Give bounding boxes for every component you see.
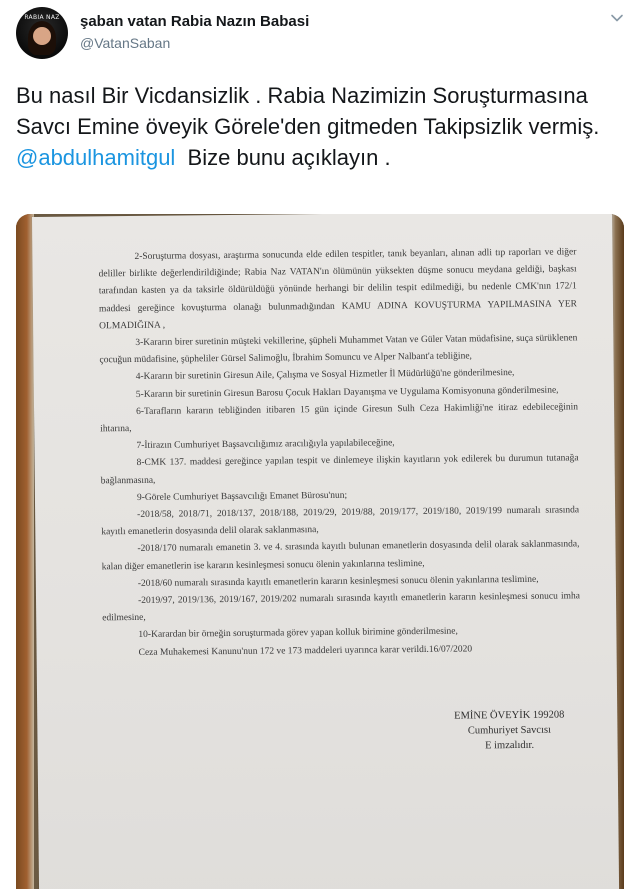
- doc-paragraph-closing: Ceza Muhakemesi Kanunu'nun 172 ve 173 maddeleri uyarınca karar verildi.16/07/2020: [138, 644, 473, 658]
- signature-note: E imzalıdır.: [485, 739, 535, 752]
- attached-document-image[interactable]: [16, 214, 624, 889]
- avatar-face: [33, 27, 51, 45]
- avatar-text: RABIA NAZ: [24, 14, 60, 21]
- doc-paragraph-4: 4-Kararın bir suretinin Giresun Aile, Çalışma ve Sosyal Hizmetler İl Müdürlüğü'ne gönderilmesine,: [135, 368, 515, 383]
- signature-name: EMİNE ÖVEYİK 199208: [454, 709, 565, 722]
- mention-link[interactable]: @abdulhamitgul: [16, 145, 176, 170]
- tweet-text: [16, 80, 616, 173]
- doc-paragraph-9d: -2019/97, 2019/136, 2019/167, 2019/202 numaralı sırasında kayıtlı emanetlerin kararın kesinleşmesi sonucu imha edilmesine,: [102, 591, 581, 624]
- user-handle[interactable]: @VatanSaban: [80, 35, 171, 51]
- display-name[interactable]: şaban vatan Rabia Nazın Babasi: [80, 13, 310, 30]
- tweet-header: [16, 7, 624, 61]
- tweet-text-part-1: Bu nasıl Bir Vicdansizlik . Rabia Nazimizin Soruşturmasına Savcı Emine öveyik Görele'den gitmeden Takipsizlik vermiş.: [16, 83, 600, 139]
- avatar[interactable]: [16, 7, 68, 59]
- doc-paragraph-3: 3-Kararın birer suretinin müşteki vekillerine, şüpheli Muhammet Vatan ve Güler Vatan müdafisine, suça sürüklenen çocuğun müdafisine, şüpheliler Gürsel Salimoğlu, İbrahim Somuncu ve Alper Nalbant'a tebliğine,: [99, 333, 578, 366]
- chevron-down-icon[interactable]: [610, 11, 624, 25]
- signature-title: Cumhuriyet Savcısı: [467, 724, 552, 737]
- doc-paragraph-5: 5-Kararın bir suretinin Giresun Barosu Çocuk Hakları Dayanışma ve Uygulama Komisyonuna gönderilmesine,: [135, 385, 559, 400]
- doc-paragraph-9a: -2018/58, 2018/71, 2018/137, 2018/188, 2019/29, 2019/88, 2019/177, 2019/180, 2019/199 numaralı sırasında kayıtlı emanetlerin dosyasında delil olarak saklanmasına,: [101, 505, 580, 538]
- doc-paragraph-9b: -2018/170 numaralı emanetin 3. ve 4. sırasında kayıtlı bulunan emanetlerin dosyasında delil olarak saklanmasında, kalan diğer emanetlerin ise kararın kesinleşmesi sonucu ölenin yakınlarına teslimine,: [101, 539, 580, 572]
- doc-paragraph-2: 2-Soruşturma dosyası, araştırma sonucunda elde edilen tespitler, tanık beyanları, alınan adli tıp raporları ve diğer deliller birlikte değerlendirildiğinde; Rabia Naz VATAN'ın ölümünün yüksekten düşme sonucu meydana geldiği, başkası tarafından kasten ya da taksirle öldürüldüğü yönünde herhangi bir delilin tespit edilmediği, bu nedenle CMK'nın 172/1 maddesi gereğince kovuşturma olanağı bulunmadığından KAMU ADINA KOVUŞTURMA YAPILMASINA YER OLMADIĞINA ,: [98, 247, 578, 332]
- doc-paragraph-7: 7-İtirazın Cumhuriyet Başsavcılığımız aracılığıyla yapılabileceğine,: [136, 438, 395, 452]
- doc-paragraph-9: 9-Görele Cumhuriyet Başsavcılığı Emanet Bürosu'nun;: [136, 490, 348, 503]
- doc-paragraph-6: 6-Tarafların kararın tebliğinden itibaren 15 gün içinde Giresun Sulh Ceza Hakimliği'ne itiraz edebileceğinin ihtarına,: [100, 402, 579, 435]
- document-paper: [32, 214, 619, 889]
- document-body: [98, 244, 580, 662]
- signature-block: [429, 707, 589, 754]
- doc-paragraph-10: 10-Karardan bir örneğin soruşturmada görev yapan kolluk birimine gönderilmesine,: [138, 627, 458, 641]
- tweet-text-part-2: Bize bunu açıklayın .: [175, 145, 391, 170]
- doc-paragraph-8: 8-CMK 137. maddesi gereğince yapılan tespit ve dinlemeye ilişkin kayıtların yok edilerek bu durumun tutanağa bağlanmasına,: [100, 453, 579, 486]
- doc-paragraph-9c: -2018/60 numaralı sırasında kayıtlı emanetlerin kararın kesinleşmesi sonucu ölenin yakınlarına teslimine,: [137, 574, 539, 589]
- desk-edge-left: [16, 214, 34, 889]
